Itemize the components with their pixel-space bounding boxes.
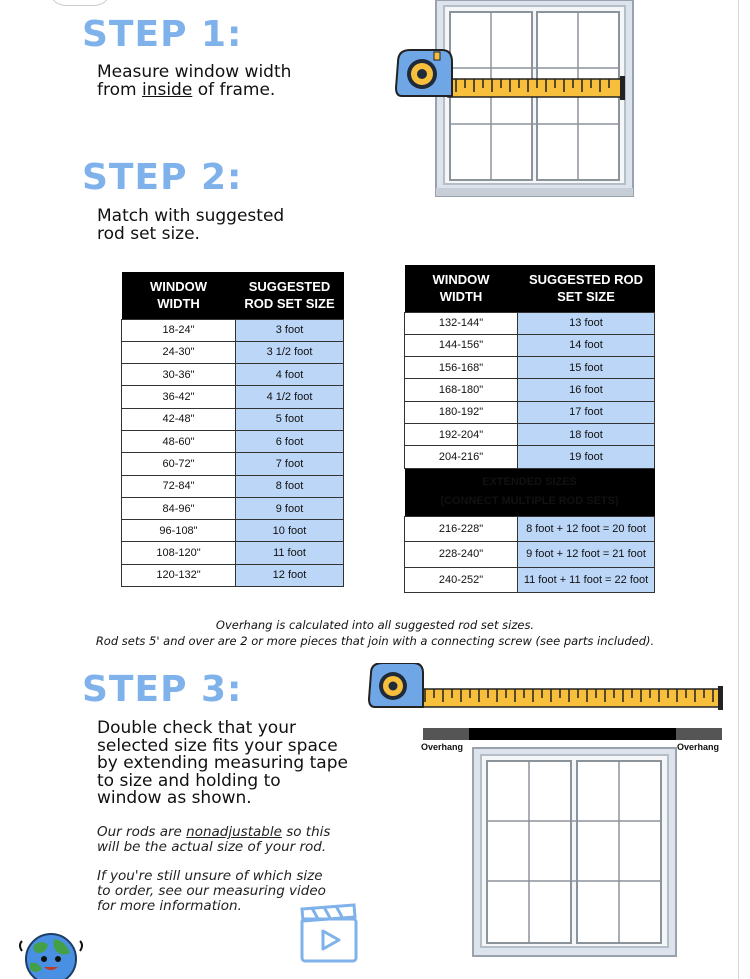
left-table-rod-size-cell: 10 foot: [236, 520, 344, 542]
left-table-rod-size-cell: 5 foot: [236, 408, 344, 430]
left-table-window-width-cell: 72-84": [122, 475, 236, 497]
left-table-row: [122, 386, 344, 408]
left-table-row: [122, 520, 344, 542]
left-table-row: [122, 430, 344, 452]
left-table-row: [122, 408, 344, 430]
measuring-video-note: If you're still unsure of which size to order, see our measuring video for more information.: [97, 868, 326, 914]
extended-table-window-width-cell: 240-252": [405, 567, 518, 593]
step3-line: selected size fits your space: [97, 735, 338, 756]
left-table-window-width-cell: 36-42": [122, 386, 236, 408]
note-overhang: Overhang is calculated into all suggested rod set sizes.: [215, 618, 535, 632]
right-table-row: [405, 423, 655, 445]
extended-table-rod-size-cell: 9 foot + 12 foot = 21 foot: [518, 542, 655, 568]
size-table-right: [404, 265, 655, 593]
left-header-suggested-size: SUGGESTED ROD SET SIZE: [236, 272, 344, 319]
left-table-rod-size-cell: 4 1/2 foot: [236, 386, 344, 408]
extended-table-window-width-cell: 228-240": [405, 542, 518, 568]
right-table-window-width-cell: 192-204": [405, 423, 518, 445]
left-table-window-width-cell: 42-48": [122, 408, 236, 430]
left-table-window-width-cell: 108-120": [122, 542, 236, 564]
right-table-rod-size-cell: 18 foot: [518, 423, 655, 445]
left-header-window-width: WINDOW WIDTH: [122, 272, 236, 319]
left-table-window-width-cell: 60-72": [122, 453, 236, 475]
extended-table-row: [405, 567, 655, 593]
extended-table-row: [405, 542, 655, 568]
extended-table-row: [405, 516, 655, 542]
earth-mascot-logo: [16, 929, 86, 979]
right-table-rod-size-cell: 14 foot: [518, 334, 655, 356]
right-table-row: [405, 334, 655, 356]
left-table-window-width-cell: 96-108": [122, 520, 236, 542]
tape-measure-icon: [369, 663, 723, 710]
right-table-window-width-cell: 168-180": [405, 379, 518, 401]
step3-line: by extending measuring tape: [97, 753, 348, 773]
left-table-rod-size-cell: 11 foot: [236, 542, 344, 564]
right-table-row: [405, 379, 655, 401]
right-table-rod-size-cell: 13 foot: [518, 312, 655, 334]
right-table-rod-size-cell: 17 foot: [518, 401, 655, 423]
left-table-rod-size-cell: 3 foot: [236, 319, 344, 341]
right-table-window-width-cell: 204-216": [405, 446, 518, 468]
step1-instructions: [97, 63, 291, 99]
extended-table-window-width-cell: 216-228": [405, 516, 518, 542]
right-table-row: [405, 446, 655, 468]
right-table-rod-size-cell: 15 foot: [518, 357, 655, 379]
left-table-window-width-cell: 84-96": [122, 497, 236, 519]
right-table-row: [405, 357, 655, 379]
overhang-left-label: Overhang: [421, 742, 464, 752]
window-with-tape-illustration: [392, 0, 642, 200]
right-table-window-width-cell: 156-168": [405, 357, 518, 379]
top-decor-shape: [48, 0, 112, 6]
step3-title: STEP 3:: [82, 669, 243, 710]
left-table-row: [122, 364, 344, 386]
right-table-window-width-cell: 132-144": [405, 312, 518, 334]
step1-line1: Measure window width: [97, 62, 292, 82]
right-table-row: [405, 401, 655, 423]
extended-table-rod-size-cell: 8 foot + 12 foot = 20 foot: [518, 516, 655, 542]
right-table-window-width-cell: 180-192": [405, 401, 518, 423]
overhang-right-label: Overhang: [677, 742, 720, 752]
video-clapper-icon[interactable]: [300, 903, 360, 963]
size-table-left: [121, 272, 344, 587]
extended-table-rod-size-cell: 11 foot + 11 foot = 22 foot: [518, 567, 655, 593]
overhang-right-segment: [676, 728, 722, 740]
note-rod-pieces: Rod sets 5' and over are 2 or more pieces that join with a connecting screw (see parts included).: [95, 634, 655, 648]
left-table-rod-size-cell: 4 foot: [236, 364, 344, 386]
left-table-rod-size-cell: 8 foot: [236, 475, 344, 497]
step2-line1: Match with suggested: [97, 206, 285, 226]
left-table-row: [122, 453, 344, 475]
right-table-rod-size-cell: 19 foot: [518, 446, 655, 468]
step3-line: window as shown.: [97, 788, 252, 808]
left-table-row: [122, 475, 344, 497]
right-table-window-width-cell: 144-156": [405, 334, 518, 356]
extended-sizes-header: EXTENDED SIZES (CONNECT MULTIPLE ROD SETS): [405, 468, 655, 516]
nonadjustable-note: Our rods are nonadjustable so this will be the actual size of your rod.: [97, 824, 331, 855]
sizing-notes: [60, 617, 690, 649]
left-table-row: [122, 564, 344, 586]
left-table-rod-size-cell: 6 foot: [236, 430, 344, 452]
left-table-window-width-cell: 18-24": [122, 319, 236, 341]
right-table-row: [405, 312, 655, 334]
step3-line: to size and holding to: [97, 770, 281, 791]
step2-instructions: [97, 207, 284, 243]
left-table-window-width-cell: 120-132": [122, 564, 236, 586]
step2-line2: rod set size.: [97, 224, 200, 244]
step1-title: STEP 1:: [82, 14, 243, 55]
step3-instructions: [97, 720, 348, 808]
step2-title: STEP 2:: [82, 157, 243, 198]
step1-line2: from inside of frame.: [97, 80, 276, 100]
right-header-suggested-size: SUGGESTED ROD SET SIZE: [518, 265, 655, 312]
left-table-row: [122, 497, 344, 519]
left-table-rod-size-cell: 9 foot: [236, 497, 344, 519]
left-table-row: [122, 341, 344, 363]
left-table-window-width-cell: 48-60": [122, 430, 236, 452]
window-with-rod-illustration: [365, 663, 740, 959]
left-table-rod-size-cell: 12 foot: [236, 564, 344, 586]
step3-line: Double check that your: [97, 718, 296, 738]
right-header-window-width: WINDOW WIDTH: [405, 265, 518, 312]
left-table-rod-size-cell: 7 foot: [236, 453, 344, 475]
left-table-window-width-cell: 30-36": [122, 364, 236, 386]
right-table-rod-size-cell: 16 foot: [518, 379, 655, 401]
left-table-window-width-cell: 24-30": [122, 341, 236, 363]
overhang-left-segment: [423, 728, 469, 740]
left-table-rod-size-cell: 3 1/2 foot: [236, 341, 344, 363]
left-table-row: [122, 542, 344, 564]
left-table-row: [122, 319, 344, 341]
